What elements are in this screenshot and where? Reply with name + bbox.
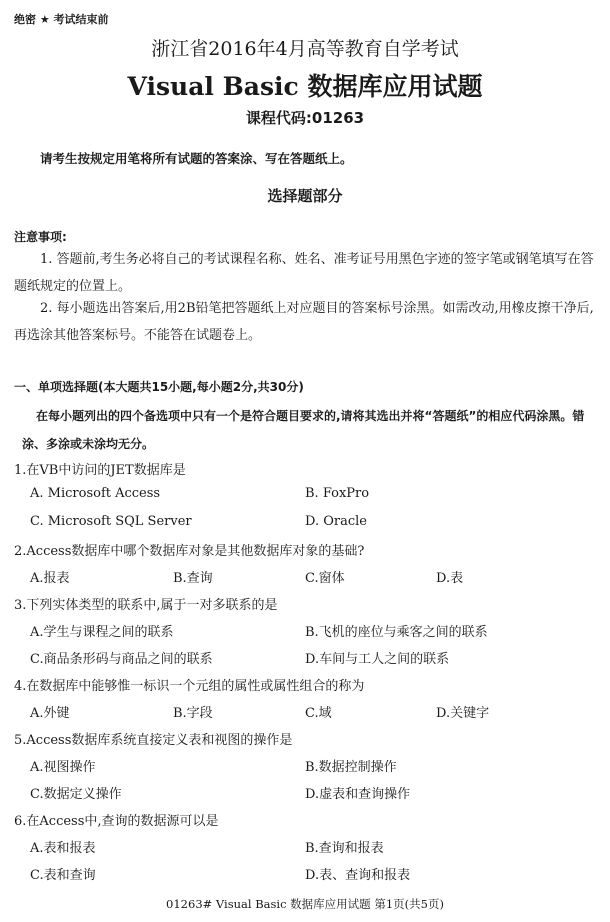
question-1-stem: 1.在VB中访问的JET数据库是 xyxy=(14,463,186,478)
question-3-option-b: B.飞机的座位与乘客之间的联系 xyxy=(305,625,488,640)
note-item-1: 1. 答题前,考生务必将自己的考试课程名称、姓名、准考证号用黑色字迹的签字笔或钢笔填写在答题纸规定的位置上。 xyxy=(14,252,594,294)
question-6-option-d: D.表、查询和报表 xyxy=(305,868,411,883)
question-4-option-b: B.字段 xyxy=(173,706,213,721)
question-2-option-b: B.查询 xyxy=(173,571,213,586)
exam-title: 浙江省2016年4月高等教育自学考试 xyxy=(151,38,459,60)
question-5-option-c: C.数据定义操作 xyxy=(30,787,122,802)
section-title: 选择题部分 xyxy=(267,187,343,205)
question-2-stem: 2.Access数据库中哪个数据库对象是其他数据库对象的基础? xyxy=(14,544,365,559)
question-1-option-c: C. Microsoft SQL Server xyxy=(30,514,192,529)
question-1-option-a: A. Microsoft Access xyxy=(30,486,161,501)
question-4-option-c: C.域 xyxy=(305,706,332,721)
question-6-option-b: B.查询和报表 xyxy=(305,841,384,856)
course-code: 课程代码:01263 xyxy=(245,109,365,127)
note-item-2: 2. 每小题选出答案后,用2B铅笔把答题纸上对应题目的答案标号涂黑。如需改动,用橡皮擦干净后,再选涂其他答案标号。不能答在试题卷上。 xyxy=(14,301,594,343)
question-6-option-c: C.表和查询 xyxy=(30,868,96,883)
question-6-option-a: A.表和报表 xyxy=(30,841,96,856)
question-2-option-a: A.报表 xyxy=(30,571,70,586)
question-2-option-d: D.表 xyxy=(436,571,464,586)
question-3-option-c: C.商品条形码与商品之间的联系 xyxy=(30,652,213,667)
question-3-option-d: D.车间与工人之间的联系 xyxy=(305,652,450,667)
confidential-mark: 绝密 ★ 考试结束前 xyxy=(14,13,109,26)
question-4-option-a: A.外键 xyxy=(30,706,70,721)
page-footer: 01263# Visual Basic 数据库应用试题 第1页(共5页) xyxy=(166,897,444,911)
question-3-option-a: A.学生与课程之间的联系 xyxy=(30,625,174,640)
subject-title: Visual Basic 数据库应用试题 xyxy=(127,72,483,101)
question-1-option-b: B. FoxPro xyxy=(305,486,370,501)
question-5-stem: 5.Access数据库系统直接定义表和视图的操作是 xyxy=(14,733,293,748)
answer-instruction: 请考生按规定用笔将所有试题的答案涂、写在答题纸上。 xyxy=(40,151,353,166)
part1-instruction: 在每小题列出的四个备选项中只有一个是符合题目要求的,请将其选出并将“答题纸”的相应代码涂黑。错涂、多涂或未涂均无分。 xyxy=(22,409,585,451)
question-4-stem: 4.在数据库中能够惟一标识一个元组的属性或属性组合的称为 xyxy=(14,679,365,694)
question-1-option-d: D. Oracle xyxy=(305,514,367,529)
question-5-option-b: B.数据控制操作 xyxy=(305,760,397,775)
question-5-option-a: A.视图操作 xyxy=(30,760,96,775)
notes-heading: 注意事项: xyxy=(14,230,67,244)
question-2-option-c: C.窗体 xyxy=(305,571,345,586)
question-5-option-d: D.虚表和查询操作 xyxy=(305,787,411,802)
question-6-stem: 6.在Access中,查询的数据源可以是 xyxy=(14,814,219,829)
question-4-option-d: D.关键字 xyxy=(436,706,490,721)
part1-heading: 一、单项选择题(本大题共15小题,每小题2分,共30分) xyxy=(14,380,304,394)
question-3-stem: 3.下列实体类型的联系中,属于一对多联系的是 xyxy=(14,598,278,613)
